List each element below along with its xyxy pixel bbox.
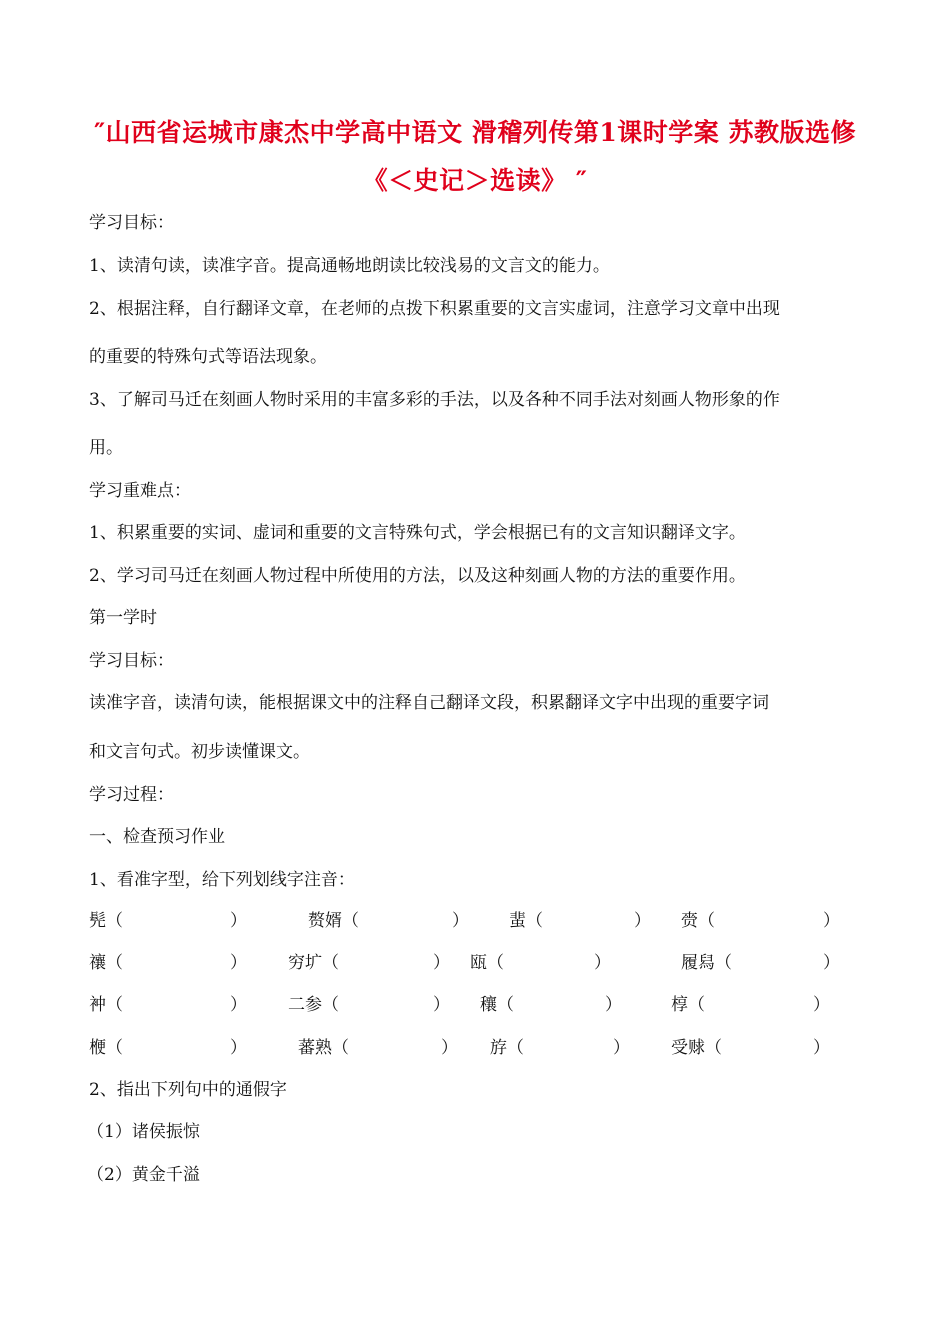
grid-item: ） <box>452 911 469 931</box>
paragraph-line: 3、了解司马迁在刻画人物时采用的丰富多彩的手法，以及各种不同手法对刻画人物形象的作 <box>89 390 780 410</box>
grid-item: 赍（ <box>681 911 715 931</box>
grid-item: 二参（ <box>288 995 339 1015</box>
grid-item: ） <box>823 953 840 973</box>
grid-item: 衶（ <box>89 995 123 1015</box>
grid-item: 斿（ <box>490 1038 524 1058</box>
paragraph-line: 1、读清句读，读准字音。提高通畅地朗读比较浅易的文言文的能力。 <box>89 256 610 276</box>
paragraph-line: 1、看准字型，给下列划线字注音： <box>89 870 355 890</box>
grid-item: ） <box>230 911 247 931</box>
grid-item: ） <box>613 1038 630 1058</box>
grid-item: 赘婿（ <box>308 911 359 931</box>
section-heading: 学习过程： <box>89 785 174 805</box>
grid-item: ） <box>634 911 651 931</box>
grid-item: 楩（ <box>89 1038 123 1058</box>
grid-item: 穷圹（ <box>288 953 339 973</box>
paragraph-line: 和文言句式。初步读懂课文。 <box>89 742 310 762</box>
grid-item: ） <box>441 1038 458 1058</box>
grid-item: ） <box>813 995 830 1015</box>
grid-item: 履舄（ <box>681 953 732 973</box>
grid-item: ） <box>230 1038 247 1058</box>
section-heading: 第一学时 <box>89 608 157 628</box>
list-item: （2）黄金千溢 <box>87 1165 200 1185</box>
grid-item: ） <box>230 995 247 1015</box>
paragraph-line: 2、学习司马迁在刻画人物过程中所使用的方法，以及这种刻画人物的方法的重要作用。 <box>89 566 746 586</box>
section-heading: 学习目标： <box>89 651 174 671</box>
paragraph-line: 一、检查预习作业 <box>89 827 225 847</box>
paragraph-line: 读准字音，读清句读，能根据课文中的注释自己翻译文段，积累翻译文字中出现的重要字词 <box>89 693 769 713</box>
paragraph-line: 1、积累重要的实词、虚词和重要的文言特殊句式，学会根据已有的文言知识翻译文字。 <box>89 523 746 543</box>
list-item: （1）诸侯振惊 <box>87 1122 200 1142</box>
grid-item: 髡（ <box>89 911 123 931</box>
grid-item: ） <box>594 953 611 973</box>
grid-item: 椁（ <box>671 995 705 1015</box>
document-title-line-1: ″山西省运城市康杰中学高中语文 滑稽列传第1课时学案 苏教版选修 <box>94 118 856 147</box>
paragraph-line: 2、指出下列句中的通假字 <box>89 1080 287 1100</box>
paragraph-line: 2、根据注释，自行翻译文章，在老师的点拨下积累重要的文言实虚词，注意学习文章中出现 <box>89 299 780 319</box>
grid-item: 瓯（ <box>470 953 504 973</box>
paragraph-line: 用。 <box>89 438 123 458</box>
grid-item: 蜚（ <box>509 911 543 931</box>
grid-item: ） <box>813 1038 830 1058</box>
grid-item: 蕃熟（ <box>298 1038 349 1058</box>
section-heading: 学习重难点： <box>89 481 191 501</box>
grid-item: ） <box>433 953 450 973</box>
grid-item: 穰（ <box>480 995 514 1015</box>
grid-item: ） <box>823 911 840 931</box>
section-heading: 学习目标： <box>89 213 174 233</box>
grid-item: ） <box>433 995 450 1015</box>
paragraph-line: 的重要的特殊句式等语法现象。 <box>89 347 327 367</box>
grid-item: 受赇（ <box>671 1038 722 1058</box>
grid-item: 禳（ <box>89 953 123 973</box>
document-title-line-2: 《＜史记＞选读》 ″ <box>362 166 588 195</box>
grid-item: ） <box>230 953 247 973</box>
grid-item: ） <box>605 995 622 1015</box>
